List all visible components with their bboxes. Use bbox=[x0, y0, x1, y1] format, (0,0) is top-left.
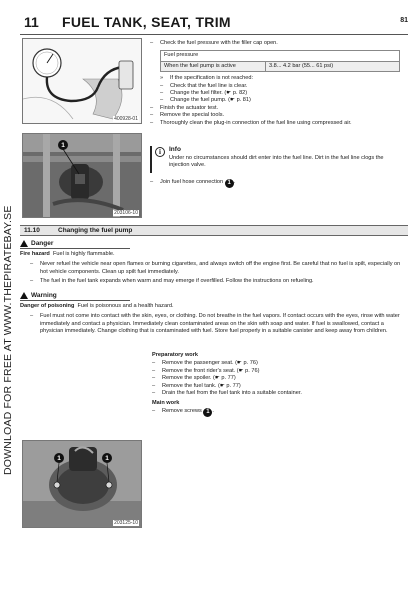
gauge-illustration bbox=[23, 39, 142, 124]
sub-step: – Change the fuel pump. (☛ p. 81) bbox=[160, 97, 251, 104]
info-text: Under no circumstances should dirt enter into the fuel line. Dirt in the fuel line clogs the injection valve. bbox=[169, 155, 384, 169]
chapter-number: 11 bbox=[24, 14, 39, 30]
main-work-item: – Remove screws 1 . bbox=[152, 408, 408, 417]
danger-block bbox=[20, 240, 408, 286]
sub-step: – Check that the fuel line is clear. bbox=[160, 82, 248, 89]
danger-item: – The fuel in the fuel tank expands when warm and may emerge if overfilled. Follow the instructions on refueling. bbox=[30, 278, 314, 285]
sub-step: – Change the fuel filter. (☛ p. 82) bbox=[160, 90, 248, 97]
figure-caption: 400928-01 bbox=[114, 116, 138, 122]
danger-heading: Danger bbox=[20, 240, 408, 247]
section-title: Changing the fuel pump bbox=[58, 227, 133, 234]
section-number: 11.10 bbox=[24, 227, 40, 234]
danger-item: – Never refuel the vehicle near open flames or burning cigarettes, and always switch off the engine first. Be careful that no fuel is spilt, especially on hot vehicle components. Clean up spilt fuel immediately. bbox=[30, 261, 401, 275]
callout-1: 1 bbox=[203, 408, 212, 417]
step-if-not-reached: » If the specification is not reached: bbox=[160, 75, 254, 82]
prep-item: – Drain the fuel from the fuel tank into a suitable container. bbox=[152, 390, 302, 397]
info-title: Info bbox=[169, 146, 181, 153]
info-icon: i bbox=[155, 147, 165, 157]
step-finish-test: – Finish the actuator test. bbox=[150, 104, 219, 111]
warning-block bbox=[20, 292, 408, 336]
top-steps bbox=[150, 40, 408, 127]
figure-pressure-gauge bbox=[22, 38, 142, 124]
figure-caption: 203106-10 bbox=[114, 210, 138, 216]
side-banner-text: DOWNLOAD FOR FREE AT WWW.THEPIRATEBAY.SE bbox=[2, 205, 14, 475]
prep-item: – Remove the fuel tank. (☛ p. 77) bbox=[152, 382, 241, 389]
warning-triangle-icon bbox=[20, 240, 28, 247]
table-value: 3.8... 4.2 bar (55... 61 psi) bbox=[266, 61, 400, 71]
prep-item: – Remove the spoiler. (☛ p. 77) bbox=[152, 375, 236, 382]
chapter-title: FUEL TANK, SEAT, TRIM bbox=[62, 14, 231, 30]
figure-fuel-pump bbox=[22, 440, 142, 528]
table-header: Fuel pressure bbox=[161, 51, 400, 61]
step-remove-tools: – Remove the special tools. bbox=[150, 112, 225, 119]
callout-1: 1 bbox=[102, 453, 112, 463]
danger-items bbox=[20, 261, 408, 285]
preparatory-title: Preparatory work bbox=[152, 352, 199, 358]
warning-triangle-icon bbox=[20, 292, 28, 299]
prep-item: – Remove the passenger seat. (☛ p. 76) bbox=[152, 360, 258, 367]
table-condition: When the fuel pump is active bbox=[161, 61, 266, 71]
danger-hazard: Fire hazard Fuel is highly flammable. bbox=[20, 251, 115, 257]
page-number: 81 bbox=[400, 17, 408, 24]
warning-items bbox=[20, 313, 408, 335]
step-join-hose: – Join fuel hose connection 1 . bbox=[150, 179, 408, 188]
warning-heading: Warning bbox=[20, 292, 408, 299]
section-heading bbox=[20, 225, 408, 236]
pump-illustration bbox=[23, 441, 142, 528]
figure-fuel-connector bbox=[22, 133, 142, 218]
figure-caption: 203125-10 bbox=[114, 520, 138, 526]
callout-1: 1 bbox=[58, 140, 68, 150]
step-clean-connection: – Thoroughly clean the plug-in connection of the fuel line using compressed air. bbox=[150, 119, 352, 126]
callout-1: 1 bbox=[225, 179, 234, 188]
prep-item: – Remove the front rider's seat. (☛ p. 76) bbox=[152, 367, 260, 374]
info-box bbox=[150, 146, 408, 173]
header-rule bbox=[20, 34, 408, 35]
callout-1: 1 bbox=[54, 453, 64, 463]
step-check-pressure: – Check the fuel pressure with the filler cap open. bbox=[150, 40, 278, 46]
main-work-title: Main work bbox=[152, 400, 180, 407]
danger-rule bbox=[20, 248, 130, 249]
page-header bbox=[20, 14, 408, 34]
warning-item: – Fuel must not come into contact with the skin, eyes, or clothing. Do not breathe in the fuel vapors. If contact occurs with the eyes, rinse with water immediately and contact a physician. Immediately clean contaminated areas on the skin with soap and water. If fuel is swallowed, contact a physician immediately. Change clothing that is contaminated with fuel. Store fuel properly in a suitable canister and keep away from children. bbox=[30, 313, 400, 335]
warning-rule bbox=[20, 300, 130, 301]
connector-illustration bbox=[23, 134, 142, 218]
warning-hazard: Danger of poisoning Fuel is poisonous and a health hazard. bbox=[20, 303, 174, 309]
fuel-pressure-table bbox=[160, 50, 400, 72]
preparatory-work bbox=[152, 352, 408, 417]
